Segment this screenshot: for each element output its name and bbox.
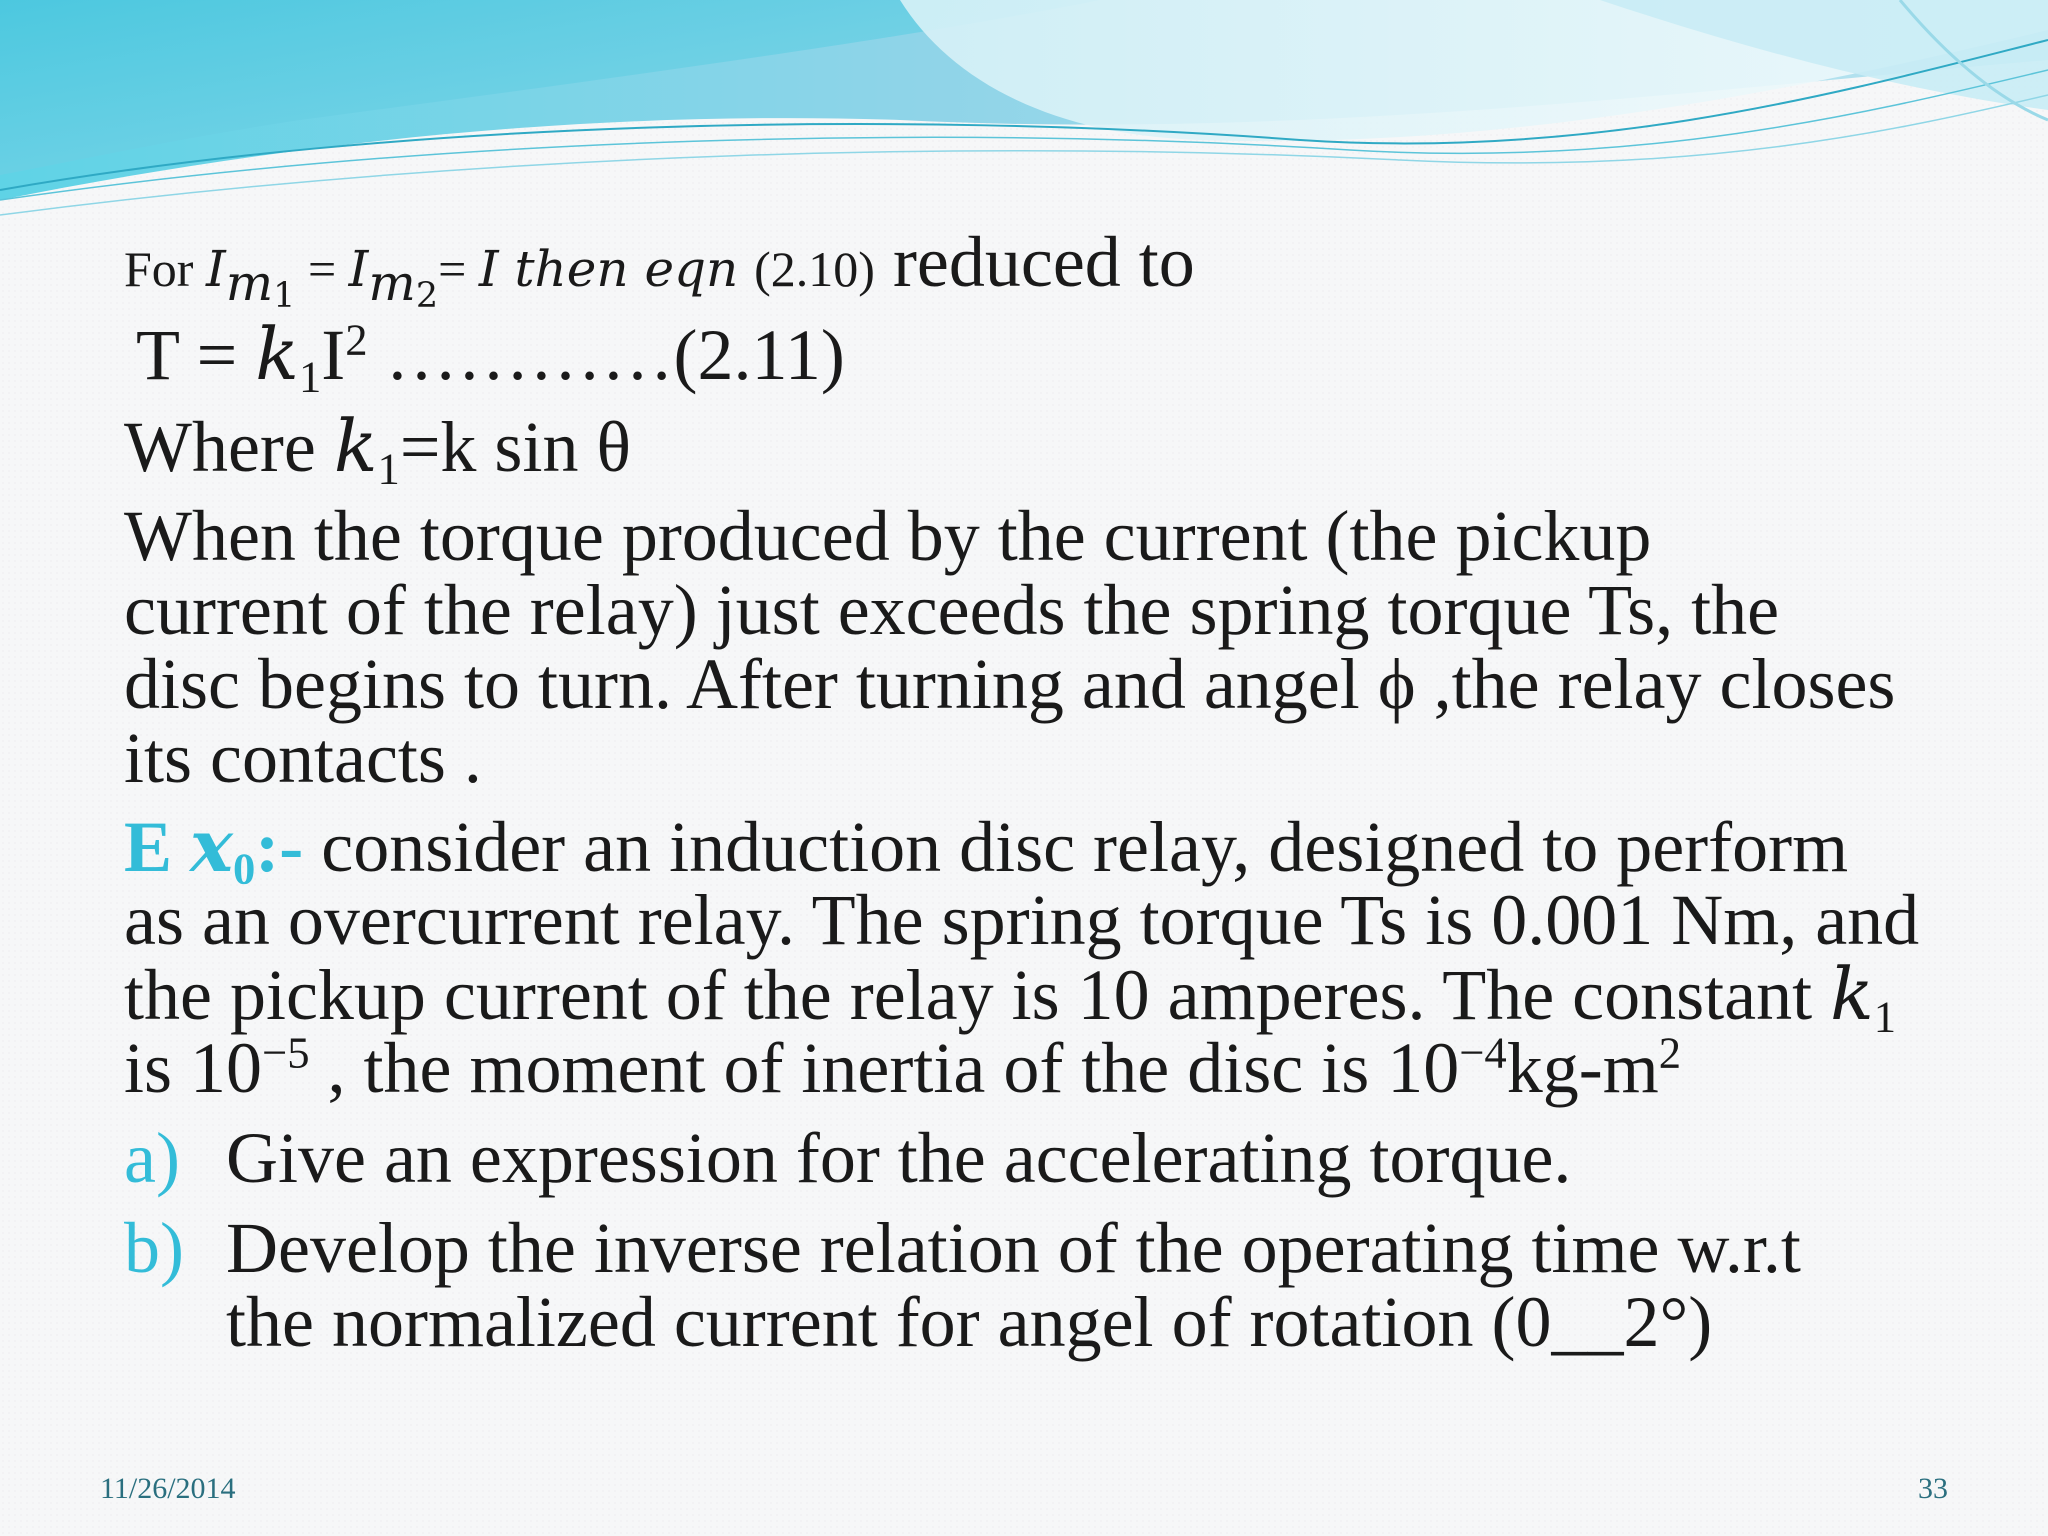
list-item-text: Develop the inverse relation of the operating time w.r.t: [226, 1208, 1801, 1288]
equation-intro-line: [124, 222, 1195, 316]
torque-lhs: T =: [136, 315, 256, 395]
k-symbol-def: k: [333, 404, 378, 488]
squared-exponent: 2: [345, 314, 368, 365]
k-symbol: k: [255, 312, 299, 396]
list-item-text: the normalized current for angel of rotation (0__2°): [226, 1282, 1713, 1362]
header-wave-decoration: [0, 0, 2048, 240]
exponent-minus-4: −4: [1459, 1027, 1507, 1078]
m-subscript: m: [225, 254, 274, 312]
k-subscript: 1: [298, 351, 322, 402]
paragraph-line: its contacts .: [124, 718, 482, 798]
example-line-2: as an overcurrent relay. The spring torque Ts is 0.001 Nm, and: [124, 880, 1920, 960]
example-text-3: the pickup current of the relay is 10 amperes. The constant: [124, 955, 1831, 1035]
paragraph-line: disc begins to turn. After turning and angel ϕ ,the relay closes: [124, 644, 1896, 724]
example-label-subscript: 0: [232, 843, 256, 894]
example-label-e: E: [124, 807, 191, 887]
list-marker: a): [124, 1118, 180, 1198]
k-definition: =k sin θ: [399, 407, 631, 487]
example-text: consider an induction disc relay, designed to perform: [303, 807, 1849, 887]
example-text-4c: kg-m: [1506, 1028, 1659, 1108]
k-subscript-def: 1: [377, 443, 400, 494]
example-label: [124, 803, 304, 894]
paragraph-line: When the torque produced by the current (the pickup: [124, 496, 1652, 576]
list-marker: b): [124, 1208, 184, 1288]
equation-number: …………(2.11): [367, 315, 845, 395]
page-number: 33: [1918, 1472, 1948, 1505]
i-symbol: I: [205, 240, 226, 298]
example-line-1: [124, 803, 1849, 894]
example-text-4a: is 10: [124, 1028, 263, 1108]
m-subscript-2: m: [368, 254, 416, 312]
example-label-tail: :-: [255, 807, 304, 887]
k-subscript-example: 1: [1873, 991, 1897, 1042]
for-text: For: [124, 241, 206, 297]
example-line-4: [124, 1027, 1682, 1108]
m-subscript-index-2: 2: [415, 276, 439, 316]
m-subscript-index: 1: [273, 276, 296, 316]
example-text-4b: , the moment of inertia of the disc is 10: [309, 1028, 1460, 1108]
equals-sign-2: =: [438, 241, 479, 297]
i-symbol-2: I: [348, 240, 369, 298]
squared-exponent-2: 2: [1658, 1027, 1682, 1078]
equation-reference: (2.10): [754, 241, 875, 297]
where-text: Where: [124, 407, 334, 487]
footer-date: 11/26/2014: [100, 1472, 236, 1505]
where-definition: [124, 404, 631, 494]
reduced-to-text: reduced to: [874, 222, 1195, 302]
example-line-3: [124, 952, 1897, 1042]
list-item-text: Give an expression for the accelerating torque.: [226, 1118, 1572, 1198]
torque-equation: [136, 312, 845, 402]
k-symbol-example: k: [1830, 952, 1874, 1036]
equals-sign: =: [295, 241, 349, 297]
paragraph-line: current of the relay) just exceeds the spring torque Ts, the: [124, 570, 1780, 650]
exponent-minus-5: −5: [262, 1027, 310, 1078]
italic-condition-text: I then eqn: [478, 240, 755, 298]
example-label-x: x: [190, 803, 233, 888]
current-symbol: I: [321, 315, 346, 395]
